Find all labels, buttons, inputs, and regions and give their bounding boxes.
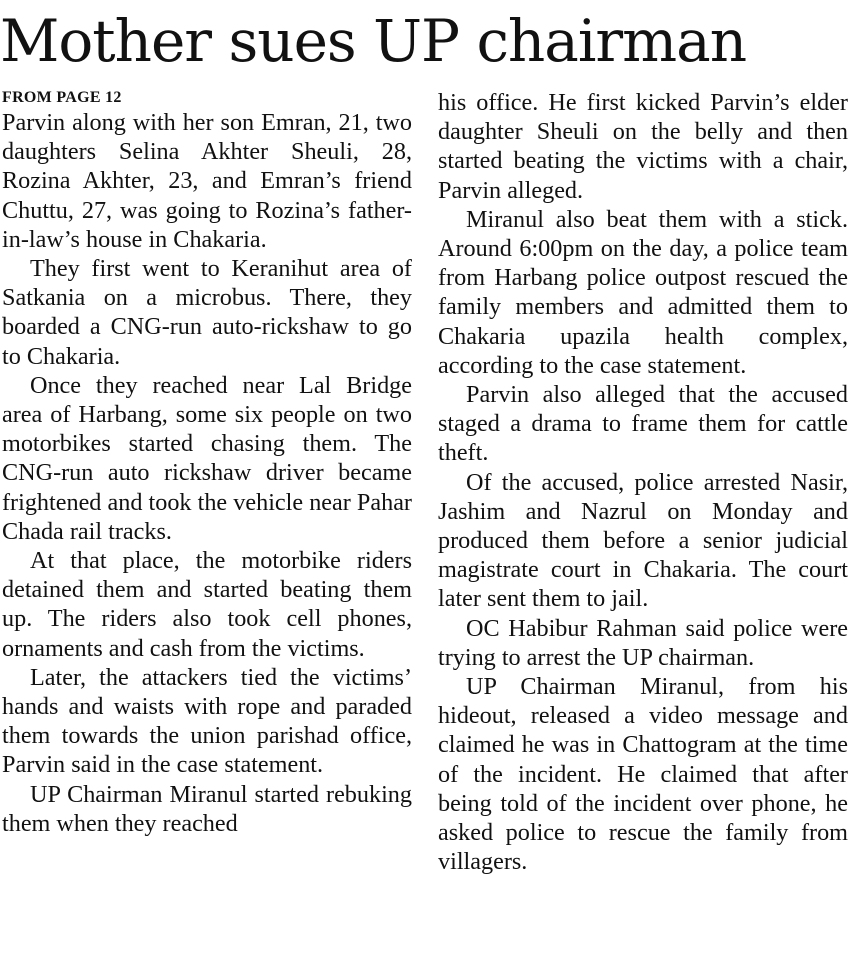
paragraph: At that place, the motorbike riders detained them and started beating them up. The riders also took cell phones, ornaments and cash from the victims. (2, 547, 412, 662)
paragraph: Parvin also alleged that the accused staged a drama to frame them for cattle theft. (438, 381, 848, 467)
paragraph: OC Habibur Rahman said police were trying to arrest the UP chairman. (438, 614, 848, 671)
continued-from-kicker: FROM PAGE 12 (2, 89, 122, 106)
paragraph: Parvin along with her son Emran, 21, two daughters Selina Akhter Sheuli, 28, Rozina Akhter, 23, and Emran’s friend Chuttu, 27, was going to Rozina’s father-in-law’s house in Chakaria. (2, 109, 412, 253)
paragraph: his office. He first kicked Parvin’s elder daughter Sheuli on the belly and then started beating the victims with a chair, Parvin alleged. (438, 89, 848, 204)
paragraph: UP Chairman Miranul started rebuking them when they reached (2, 780, 412, 837)
paragraph: They first went to Keranihut area of Satkania on a microbus. There, they boarded a CNG-run auto-rickshaw to go to Chakaria. (2, 255, 412, 370)
headline: Mother sues UP chairman (0, 7, 747, 75)
article-column-right (438, 88, 848, 876)
paragraph: Of the accused, police arrested Nasir, Jashim and Nazrul on Monday and produced them before a senior judicial magistrate court in Chakaria. The court later sent them to jail. (438, 468, 848, 613)
paragraph: Later, the attackers tied the victims’ hands and waists with rope and paraded them towards the union parishad office, Parvin said in the case statement. (2, 663, 412, 779)
paragraph: Miranul also beat them with a stick. Around 6:00pm on the day, a police team from Harbang police outpost rescued the family members and admitted them to Chakaria upazila health complex, according to the case statement. (438, 205, 848, 379)
article-column-left (2, 88, 412, 838)
paragraph: Once they reached near Lal Bridge area of Harbang, some six people on two motorbikes started chasing them. The CNG-run auto rickshaw driver became frightened and took the vehicle near Pahar Chada rail tracks. (2, 371, 412, 545)
paragraph: UP Chairman Miranul, from his hideout, released a video message and claimed he was in Chattogram at the time of the incident. He claimed that after being told of the incident over phone, he asked police to rescue the family from villagers. (438, 673, 848, 876)
